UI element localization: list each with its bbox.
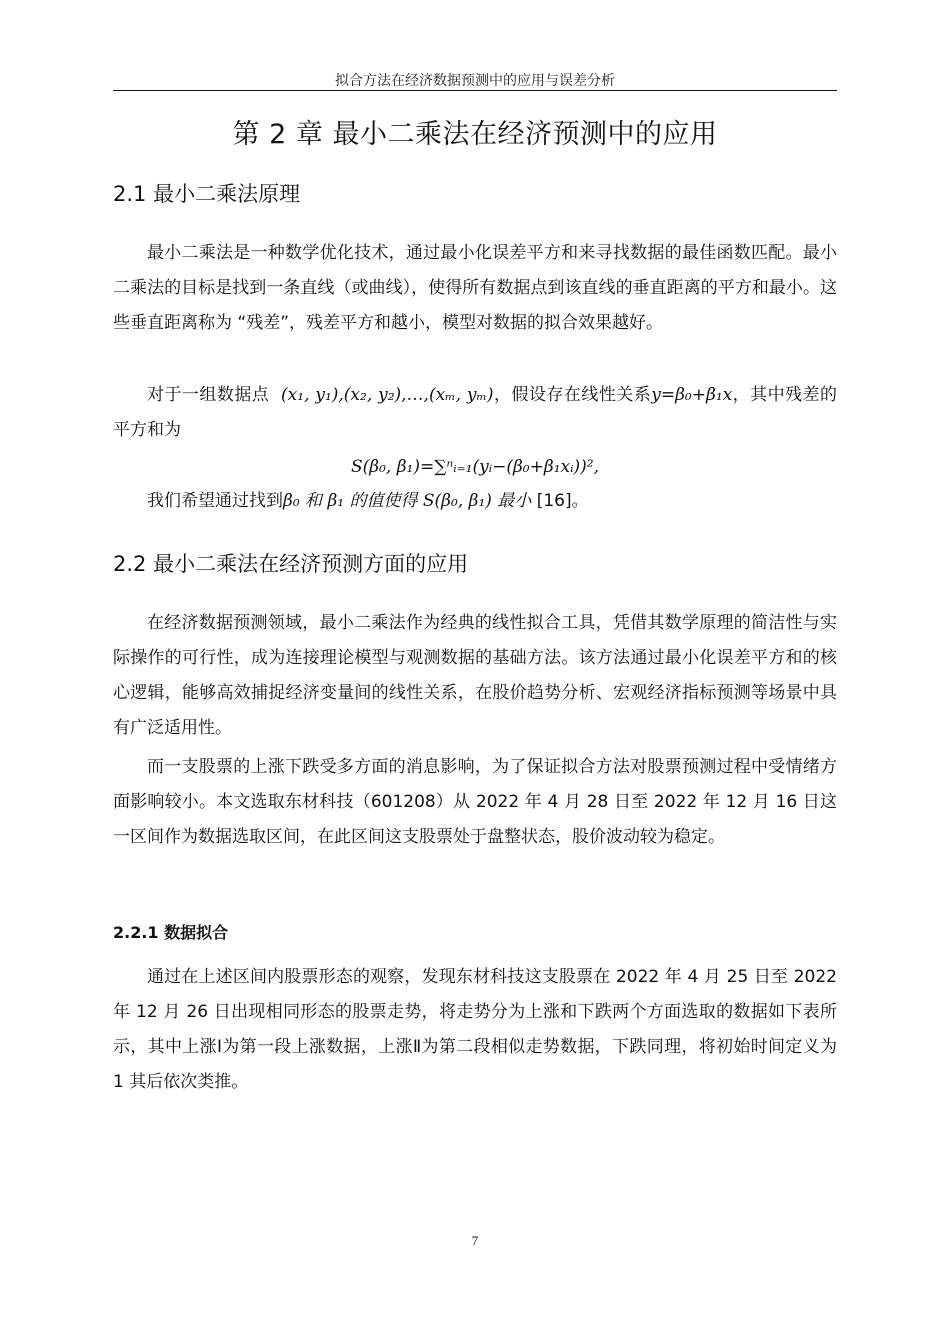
section-heading-2-2: 2.2 最小二乘法在经济预测方面的应用 bbox=[113, 552, 469, 576]
paragraph-2-1-1: 最小二乘法是一种数学优化技术，通过最小化误差平方和来寻找数据的最佳函数匹配。最小二乘法的目标是找到一条直线（或曲线），使得所有数据点到该直线的垂直距离的平方和最小。这些垂直距离称为 “残差”，残差平方和越小，模型对数据的拟合效果越好。 bbox=[113, 243, 837, 333]
running-header: 拟合方法在经济数据预测中的应用与误差分析 bbox=[335, 74, 615, 89]
header-rule bbox=[113, 90, 837, 91]
residual-sum-formula: S(β₀, β₁)=∑ⁿᵢ₌₁(yᵢ−(β₀+β₁xᵢ))², bbox=[350, 457, 600, 477]
para2-mid: ，假设存在线性关系 bbox=[493, 385, 652, 405]
paragraph-2-2-1-1: 通过在上述区间内股票形态的观察，发现东材科技这支股票在 2022 年 4 月 25 日至 2022 年 12 月 26 日出现相同形态的股票走势，将走势分为上涨和下跌两个方面选取的数据如下表所示，其中上涨Ⅰ为第一段上涨数据，上涨Ⅱ为第二段相似走势数据，下跌同理，将初始时间定义为 1 其后依次类推。 bbox=[113, 967, 837, 1092]
section-heading-2-2-1: 2.2.1 数据拟合 bbox=[113, 923, 229, 942]
para2-suffix: ，其中残差的平方和为 bbox=[113, 385, 838, 440]
linear-relation-expression: y=β₀+β₁x bbox=[651, 385, 733, 405]
para3-suffix: [16]。 bbox=[531, 491, 589, 511]
data-points-expression: (x₁, y₁),(x₂, y₂),…,(xₘ, yₘ) bbox=[281, 385, 494, 405]
section-heading-2-1: 2.1 最小二乘法原理 bbox=[113, 182, 301, 206]
paragraph-2-2-2: 而一支股票的上涨下跌受多方面的消息影响，为了保证拟合方法对股票预测过程中受情绪方面影响较小。本文选取东材科技（601208）从 2022 年 4 月 28 日至 2022 年 12 月 16 日这一区间作为数据选取区间，在此区间这支股票处于盘整状态，股价波动较为稳定。 bbox=[113, 757, 837, 847]
chapter-title: 第 2 章 最小二乘法在经济预测中的应用 bbox=[232, 119, 718, 150]
page-number: 7 bbox=[471, 1233, 479, 1248]
paragraph-2-1-2 bbox=[113, 378, 837, 448]
minimize-expression: β₀ 和 β₁ 的值使得 S(β₀, β₁) 最小 bbox=[283, 491, 532, 511]
para3-prefix: 我们希望通过找到 bbox=[147, 491, 283, 511]
para2-prefix: 对于一组数据点 bbox=[147, 385, 270, 405]
paragraph-2-2-1: 在经济数据预测领域，最小二乘法作为经典的线性拟合工具，凭借其数学原理的简洁性与实际操作的可行性，成为连接理论模型与观测数据的基础方法。该方法通过最小化误差平方和的核心逻辑，能够高效捕捉经济变量间的线性关系，在股价趋势分析、宏观经济指标预测等场景中具有广泛适用性。 bbox=[113, 613, 837, 738]
paragraph-2-1-3 bbox=[113, 484, 837, 519]
